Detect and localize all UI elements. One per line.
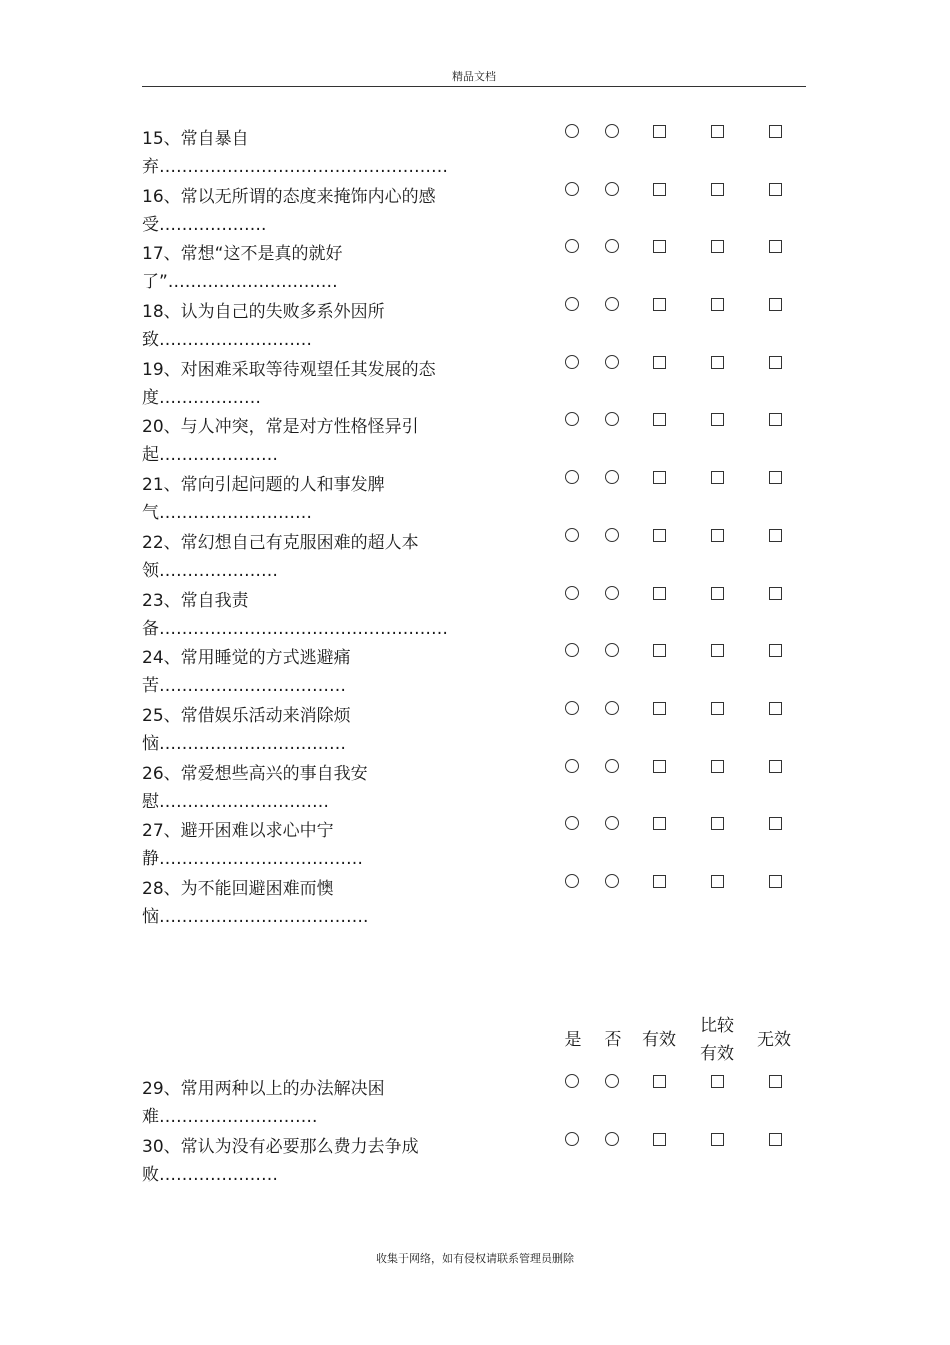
square-icon — [653, 817, 666, 830]
square-icon — [711, 760, 724, 773]
effective-checkbox[interactable] — [649, 757, 669, 777]
circle-icon — [565, 586, 579, 600]
ineffective-checkbox[interactable] — [765, 180, 785, 200]
circle-icon — [605, 297, 619, 311]
circle-icon — [565, 816, 579, 830]
question-text-continued: 弃…………………………………………… — [142, 157, 448, 177]
header-no: 否 — [604, 1030, 622, 1050]
square-icon — [769, 471, 782, 484]
ineffective-checkbox[interactable] — [765, 584, 785, 604]
relatively-effective-checkbox[interactable] — [707, 122, 727, 142]
square-icon — [711, 471, 724, 484]
question-text-continued: 领………………… — [142, 560, 278, 581]
relatively-effective-checkbox[interactable] — [707, 699, 727, 719]
yes-radio[interactable] — [562, 237, 582, 257]
question-text-continued: 恼…………………………… — [142, 733, 346, 754]
square-icon — [653, 298, 666, 311]
circle-icon — [565, 1132, 579, 1146]
square-icon — [653, 471, 666, 484]
square-icon — [653, 240, 666, 253]
column-headers — [142, 1012, 806, 1068]
square-icon — [769, 1133, 782, 1146]
no-radio[interactable] — [602, 641, 622, 661]
square-icon — [653, 413, 666, 426]
square-icon — [769, 817, 782, 830]
square-icon — [653, 529, 666, 542]
square-icon — [769, 587, 782, 600]
square-icon — [711, 587, 724, 600]
no-radio[interactable] — [602, 872, 622, 892]
yes-radio[interactable] — [562, 1072, 582, 1092]
question-text: 23、常自我责 — [142, 590, 249, 611]
ineffective-checkbox[interactable] — [765, 1072, 785, 1092]
circle-icon — [565, 874, 579, 888]
question-text: 22、常幻想自己有克服困难的超人本 — [142, 532, 419, 553]
square-icon — [769, 356, 782, 369]
yes-radio[interactable] — [562, 641, 582, 661]
circle-icon — [605, 528, 619, 542]
relatively-effective-checkbox[interactable] — [707, 872, 727, 892]
no-radio[interactable] — [602, 122, 622, 142]
relatively-effective-checkbox[interactable] — [707, 468, 727, 488]
ineffective-checkbox[interactable] — [765, 526, 785, 546]
square-icon — [653, 125, 666, 138]
header-relatively-line1: 比较 — [700, 1016, 734, 1036]
square-icon — [711, 702, 724, 715]
question-row — [142, 526, 806, 584]
square-icon — [711, 644, 724, 657]
ineffective-checkbox[interactable] — [765, 468, 785, 488]
question-row — [142, 295, 806, 353]
circle-icon — [605, 182, 619, 196]
ineffective-checkbox[interactable] — [765, 872, 785, 892]
question-list-2 — [142, 1072, 806, 1187]
header-yes: 是 — [564, 1030, 582, 1050]
ineffective-checkbox[interactable] — [765, 757, 785, 777]
question-row — [142, 122, 806, 180]
ineffective-checkbox[interactable] — [765, 353, 785, 373]
question-text: 24、常用睡觉的方式逃避痛 — [142, 648, 351, 669]
circle-icon — [605, 586, 619, 600]
square-icon — [711, 817, 724, 830]
circle-icon — [565, 355, 579, 369]
question-text: 16、常以无所谓的态度来掩饰内心的感 — [142, 186, 436, 207]
circle-icon — [565, 124, 579, 138]
question-text: 15、常自暴自 — [142, 129, 249, 149]
relatively-effective-checkbox[interactable] — [707, 180, 727, 200]
square-icon — [711, 183, 724, 196]
relatively-effective-checkbox[interactable] — [707, 814, 727, 834]
circle-icon — [565, 470, 579, 484]
circle-icon — [605, 124, 619, 138]
effective-checkbox[interactable] — [649, 122, 669, 142]
question-row — [142, 353, 806, 411]
effective-checkbox[interactable] — [649, 526, 669, 546]
question-text-continued: 难………………………. — [142, 1107, 318, 1127]
header-effective: 有效 — [642, 1030, 676, 1050]
question-row — [142, 1130, 806, 1188]
question-text-continued: 了”………………………… — [142, 272, 338, 293]
ineffective-checkbox[interactable] — [765, 295, 785, 315]
effective-checkbox[interactable] — [649, 641, 669, 661]
header-ineffective: 无效 — [757, 1030, 791, 1050]
square-icon — [711, 125, 724, 138]
no-radio[interactable] — [602, 1130, 622, 1150]
square-icon — [711, 529, 724, 542]
square-icon — [769, 183, 782, 196]
relatively-effective-checkbox[interactable] — [707, 641, 727, 661]
question-text-continued: 备…………………………………………… — [142, 618, 448, 639]
effective-checkbox[interactable] — [649, 699, 669, 719]
question-row — [142, 699, 806, 757]
ineffective-checkbox[interactable] — [765, 699, 785, 719]
square-icon — [653, 587, 666, 600]
question-text-continued: 恼………………………………. — [142, 906, 369, 927]
effective-checkbox[interactable] — [649, 180, 669, 200]
yes-radio[interactable] — [562, 584, 582, 604]
square-icon — [769, 760, 782, 773]
yes-radio[interactable] — [562, 526, 582, 546]
yes-radio[interactable] — [562, 180, 582, 200]
yes-radio[interactable] — [562, 410, 582, 430]
square-icon — [769, 240, 782, 253]
header-relatively-line2: 有效 — [700, 1044, 734, 1064]
question-text: 21、常向引起问题的人和事发脾 — [142, 475, 385, 496]
relatively-effective-checkbox[interactable] — [707, 526, 727, 546]
page-header — [142, 66, 806, 87]
ineffective-checkbox[interactable] — [765, 814, 785, 834]
question-row — [142, 584, 806, 642]
circle-icon — [565, 528, 579, 542]
page-footer: 收集于网络，如有侵权请联系管理员删除 — [376, 1252, 574, 1265]
effective-checkbox[interactable] — [649, 584, 669, 604]
question-row — [142, 410, 806, 468]
question-row — [142, 872, 806, 930]
effective-checkbox[interactable] — [649, 237, 669, 257]
question-text-continued: 败………………… — [142, 1164, 278, 1185]
circle-icon — [605, 874, 619, 888]
no-radio[interactable] — [602, 353, 622, 373]
no-radio[interactable] — [602, 410, 622, 430]
circle-icon — [565, 239, 579, 253]
square-icon — [769, 298, 782, 311]
no-radio[interactable] — [602, 814, 622, 834]
square-icon — [653, 760, 666, 773]
square-icon — [653, 644, 666, 657]
relatively-effective-checkbox[interactable] — [707, 584, 727, 604]
yes-radio[interactable] — [562, 122, 582, 142]
square-icon — [653, 702, 666, 715]
ineffective-checkbox[interactable] — [765, 237, 785, 257]
question-text: 28、为不能回避困难而懊 — [142, 878, 334, 899]
no-radio[interactable] — [602, 237, 622, 257]
yes-radio[interactable] — [562, 872, 582, 892]
question-list-1 — [142, 122, 806, 930]
circle-icon — [565, 412, 579, 426]
circle-icon — [565, 297, 579, 311]
circle-icon — [605, 355, 619, 369]
circle-icon — [565, 1074, 579, 1088]
relatively-effective-checkbox[interactable] — [707, 1072, 727, 1092]
question-row — [142, 237, 806, 295]
no-radio[interactable] — [602, 584, 622, 604]
no-radio[interactable] — [602, 526, 622, 546]
effective-checkbox[interactable] — [649, 295, 669, 315]
effective-checkbox[interactable] — [649, 410, 669, 430]
square-icon — [769, 529, 782, 542]
question-row — [142, 1072, 806, 1130]
ineffective-checkbox[interactable] — [765, 122, 785, 142]
question-text: 25、常借娱乐活动来消除烦 — [142, 705, 351, 726]
relatively-effective-checkbox[interactable] — [707, 295, 727, 315]
question-text: 18、认为自己的失败多系外因所 — [142, 302, 385, 323]
question-text-continued: 静……………………………… — [142, 849, 363, 870]
question-text-continued: 受………………. — [142, 214, 267, 235]
effective-checkbox[interactable] — [649, 353, 669, 373]
no-radio[interactable] — [602, 295, 622, 315]
question-text-continued: 致……………………… — [142, 330, 312, 351]
no-radio[interactable] — [602, 468, 622, 488]
question-text: 20、与人冲突，常是对方性格怪异引 — [142, 417, 419, 438]
square-icon — [653, 183, 666, 196]
effective-checkbox[interactable] — [649, 814, 669, 834]
question-row — [142, 814, 806, 872]
circle-icon — [605, 701, 619, 715]
header-relatively-effective — [694, 1012, 740, 1068]
effective-checkbox[interactable] — [649, 1072, 669, 1092]
question-row — [142, 180, 806, 238]
square-icon — [711, 240, 724, 253]
circle-icon — [565, 182, 579, 196]
circle-icon — [565, 759, 579, 773]
question-text: 29、常用两种以上的办法解决困 — [142, 1079, 385, 1099]
relatively-effective-checkbox[interactable] — [707, 1130, 727, 1150]
effective-checkbox[interactable] — [649, 468, 669, 488]
no-radio[interactable] — [602, 699, 622, 719]
square-icon — [653, 875, 666, 888]
relatively-effective-checkbox[interactable] — [707, 353, 727, 373]
ineffective-checkbox[interactable] — [765, 1130, 785, 1150]
no-radio[interactable] — [602, 180, 622, 200]
question-text-continued: 起………………… — [142, 445, 278, 466]
square-icon — [711, 1075, 724, 1088]
question-text-continued: 度……………… — [142, 387, 261, 408]
circle-icon — [605, 1132, 619, 1146]
yes-radio[interactable] — [562, 468, 582, 488]
effective-checkbox[interactable] — [649, 1130, 669, 1150]
square-icon — [769, 413, 782, 426]
circle-icon — [605, 239, 619, 253]
question-text: 26、常爱想些高兴的事自我安 — [142, 763, 368, 784]
question-text: 30、常认为没有必要那么费力去争成 — [142, 1136, 419, 1157]
yes-radio[interactable] — [562, 353, 582, 373]
question-text: 27、避开困难以求心中宁 — [142, 821, 334, 842]
square-icon — [769, 644, 782, 657]
question-row — [142, 757, 806, 815]
question-text-continued: 苦…………………………… — [142, 676, 346, 697]
circle-icon — [565, 643, 579, 657]
yes-radio[interactable] — [562, 814, 582, 834]
question-text-continued: 慰………………………… — [142, 791, 329, 812]
question-text: 17、常想“这不是真的就好 — [142, 244, 343, 265]
yes-radio[interactable] — [562, 699, 582, 719]
circle-icon — [605, 643, 619, 657]
square-icon — [769, 125, 782, 138]
question-text-continued: 气……………………… — [142, 503, 312, 524]
effective-checkbox[interactable] — [649, 872, 669, 892]
square-icon — [769, 702, 782, 715]
square-icon — [653, 1133, 666, 1146]
yes-radio[interactable] — [562, 1130, 582, 1150]
circle-icon — [605, 759, 619, 773]
header-text: 精品文档 — [452, 70, 496, 83]
square-icon — [711, 413, 724, 426]
no-radio[interactable] — [602, 757, 622, 777]
square-icon — [769, 875, 782, 888]
relatively-effective-checkbox[interactable] — [707, 757, 727, 777]
circle-icon — [605, 470, 619, 484]
square-icon — [711, 356, 724, 369]
square-icon — [653, 356, 666, 369]
yes-radio[interactable] — [562, 757, 582, 777]
circle-icon — [605, 412, 619, 426]
question-text: 19、对困难采取等待观望任其发展的态 — [142, 359, 436, 380]
circle-icon — [565, 701, 579, 715]
question-row — [142, 641, 806, 699]
square-icon — [711, 1133, 724, 1146]
circle-icon — [605, 816, 619, 830]
relatively-effective-checkbox[interactable] — [707, 410, 727, 430]
ineffective-checkbox[interactable] — [765, 410, 785, 430]
relatively-effective-checkbox[interactable] — [707, 237, 727, 257]
square-icon — [711, 875, 724, 888]
ineffective-checkbox[interactable] — [765, 641, 785, 661]
square-icon — [711, 298, 724, 311]
square-icon — [769, 1075, 782, 1088]
yes-radio[interactable] — [562, 295, 582, 315]
question-row — [142, 468, 806, 526]
circle-icon — [605, 1074, 619, 1088]
no-radio[interactable] — [602, 1072, 622, 1092]
square-icon — [653, 1075, 666, 1088]
